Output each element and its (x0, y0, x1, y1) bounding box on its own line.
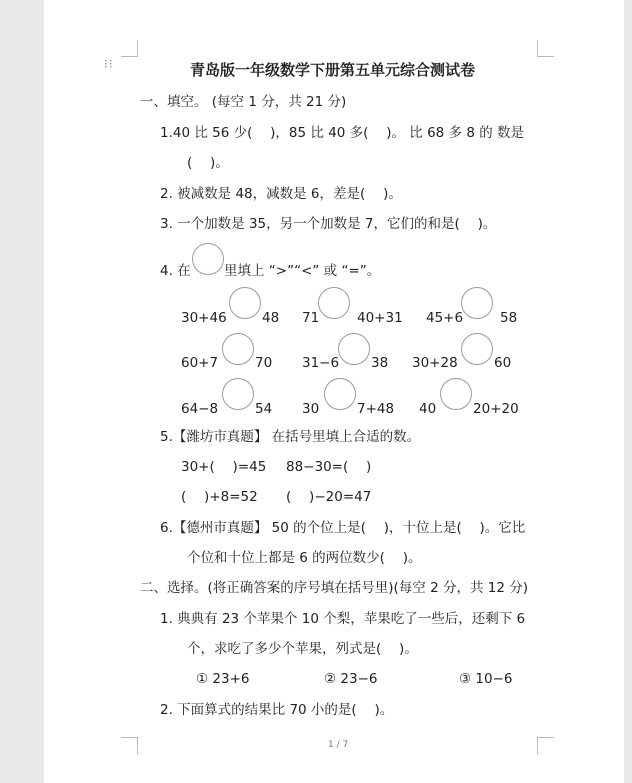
compare-left: 71 (302, 310, 320, 326)
fill-blank-equation: ( )−20=47 (286, 489, 372, 505)
question-5-heading: 5.【潍坊市真题】 在括号里填上合适的数。 (160, 429, 421, 445)
compare-left: 31−6 (302, 355, 340, 371)
choice-option: ② 23−6 (324, 671, 378, 687)
compare-left: 30+28 (412, 355, 458, 371)
margin-corner-top-right (537, 40, 554, 57)
question-4-suffix: 里填上 “>”“<” 或 “=”。 (224, 263, 381, 279)
compare-left: 60+7 (181, 355, 219, 371)
fill-blank-equation: ( )+8=52 (181, 489, 258, 505)
page-title: 青岛版一年级数学下册第五单元综合测试卷 (190, 61, 476, 79)
fill-blank-equation: 88−30=( ) (286, 459, 372, 475)
question-6-line1: 6.【德州市真题】 50 的个位上是( )，十位上是( )。它比 (160, 520, 526, 536)
answer-circle[interactable] (222, 333, 254, 365)
compare-left: 64−8 (181, 401, 219, 417)
answer-circle[interactable] (324, 378, 356, 410)
compare-left: 45+6 (426, 310, 464, 326)
answer-circle[interactable] (192, 243, 224, 275)
drag-handle-icon[interactable]: ⁝⁝ (104, 57, 114, 71)
margin-corner-top-left (121, 40, 138, 57)
answer-circle[interactable] (318, 287, 350, 319)
question-3: 3. 一个加数是 35，另一个加数是 7，它们的和是( )。 (160, 216, 497, 232)
answer-circle[interactable] (222, 378, 254, 410)
question-1-line1: 1.40 比 56 少( )，85 比 40 多( )。 比 68 多 8 的 数是 (160, 125, 525, 141)
compare-right: 58 (500, 310, 518, 326)
margin-corner-bottom-right (537, 737, 554, 754)
compare-right: 40+31 (357, 310, 403, 326)
choice-option: ③ 10−6 (459, 671, 513, 687)
compare-left: 40 (419, 401, 437, 417)
compare-left: 30 (302, 401, 320, 417)
answer-circle[interactable] (461, 333, 493, 365)
compare-right: 54 (255, 401, 273, 417)
compare-right: 38 (371, 355, 389, 371)
section2-heading: 二、选择。(将正确答案的序号填在括号里)(每空 2 分，共 12 分) (140, 580, 528, 596)
choice-option: ① 23+6 (196, 671, 250, 687)
compare-right: 70 (255, 355, 273, 371)
question-2: 2. 被减数是 48，减数是 6，差是( )。 (160, 186, 402, 202)
answer-circle[interactable] (229, 287, 261, 319)
answer-circle[interactable] (461, 287, 493, 319)
section1-heading: 一、填空。 (每空 1 分，共 21 分) (140, 94, 347, 110)
question-6-line2: 个位和十位上都是 6 的两位数少( )。 (187, 550, 422, 566)
compare-right: 20+20 (473, 401, 519, 417)
question-1-line2: ( )。 (187, 155, 229, 171)
fill-blank-equation: 30+( )=45 (181, 459, 267, 475)
question-4-prefix: 4. 在 (160, 263, 191, 279)
answer-circle[interactable] (338, 333, 370, 365)
choice-question-1-line1: 1. 典典有 23 个苹果个 10 个梨，苹果吃了一些后，还剩下 6 (160, 611, 526, 627)
choice-question-2: 2. 下面算式的结果比 70 小的是( )。 (160, 702, 394, 718)
choice-question-1-line2: 个，求吃了多少个苹果，列式是( )。 (187, 641, 418, 657)
margin-corner-bottom-left (121, 737, 138, 754)
compare-right: 60 (494, 355, 512, 371)
compare-right: 7+48 (357, 401, 395, 417)
page-number: 1 / 7 (328, 740, 349, 750)
answer-circle[interactable] (440, 378, 472, 410)
compare-right: 48 (262, 310, 280, 326)
compare-left: 30+46 (181, 310, 227, 326)
